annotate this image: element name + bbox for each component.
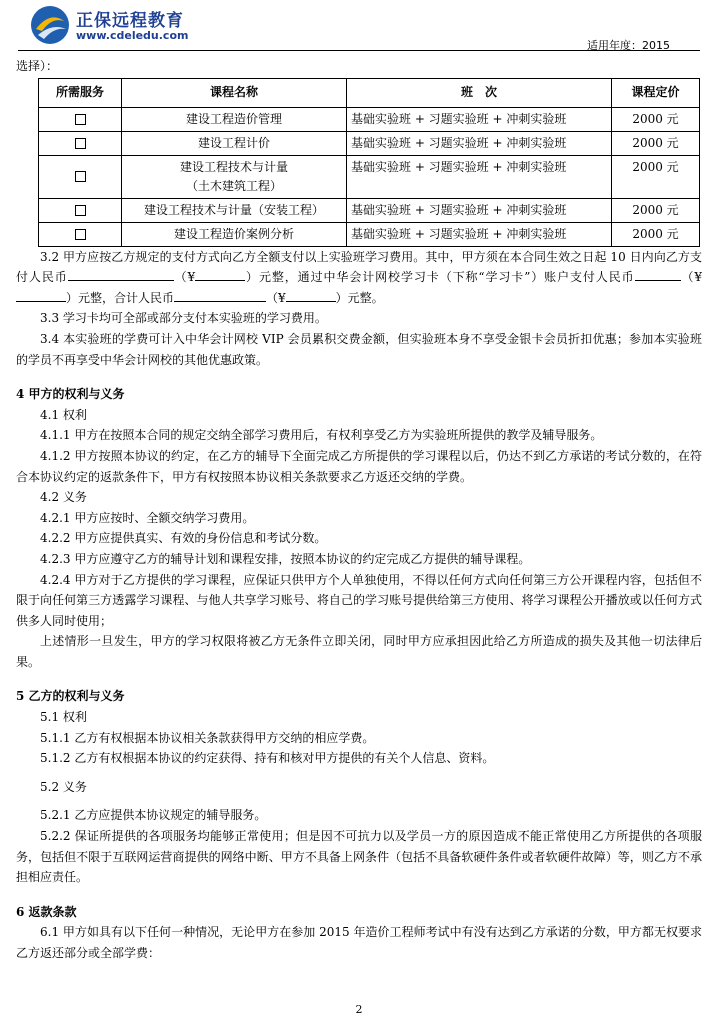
course-price: 2000 元 — [612, 107, 700, 131]
col-header-course: 课程名称 — [122, 78, 347, 107]
clause-5-1: 5.1 权利 — [40, 710, 87, 725]
amount-blank-6[interactable] — [286, 301, 336, 302]
service-checkbox[interactable] — [75, 229, 86, 240]
clause-4-2-4: 4.2.4 甲方对于乙方提供的学习课程，应保证只供甲方个人单独使用，不得以任何方式向任何第三方公开课程内容，包括但不限于向任何第三方透露学习课程、与他人共享学习账号、将自己的学习账号提供给第三方使用、将学习课程公开播放或以任何方式供多人同时使用； — [16, 572, 702, 628]
course-name: 建设工程技术与计量（安装工程） — [122, 198, 347, 222]
intro-text: 选择）： — [16, 59, 59, 73]
section-6-title: 6 返款条款 — [16, 904, 77, 919]
clause-5-2-1: 5.2.1 乙方应提供本协议规定的辅导服务。 — [40, 808, 267, 823]
section-4-title: 4 甲方的权利与义务 — [16, 387, 125, 402]
amount-blank-1[interactable] — [68, 280, 174, 281]
brand-url: www.cdeledu.com — [76, 29, 189, 42]
amount-blank-4[interactable] — [16, 301, 66, 302]
col-header-price: 课程定价 — [612, 78, 700, 107]
class-type: 基础实验班 + 习题实验班 + 冲刺实验班 — [347, 131, 612, 155]
clause-4-1: 4.1 权利 — [40, 407, 87, 422]
clause-3-4: 3.4 本实验班的学费可计入中华会计网校 VIP 会员累积交费金额，但实验班本身不享受金银卡会员折扣优惠；参加本实验班的学员不再享受中华会计网校的其他优惠政策。 — [16, 331, 702, 367]
amount-blank-3[interactable] — [635, 280, 681, 281]
clause-3-2: 3.2 甲方应按乙方规定的支付方式向乙方全额支付以上实验班学习费用。其中，甲方须在本合同生效之日起 10 日内向乙方支付人民币 （¥ ）元整，通过中华会计网校学习卡（下称“学习卡”）账户支付人民币 （¥）元整，合计人民币 （¥ ）元整。 — [16, 249, 703, 305]
clause-5-2: 5.2 义务 — [40, 779, 87, 794]
course-name: 建设工程造价管理 — [122, 107, 347, 131]
col-header-service: 所需服务 — [39, 78, 122, 107]
clause-6-1: 6.1 甲方如具有以下任何一种情况，无论甲方在参加 2015 年造价工程师考试中有没有达到乙方承诺的分数，甲方都无权要求乙方返还部分或全部学费： — [16, 925, 702, 960]
clause-4-2-1: 4.2.1 甲方应按时、全额交纳学习费用。 — [40, 510, 255, 525]
table-row — [39, 155, 700, 198]
course-price: 2000 元 — [612, 131, 700, 155]
course-name: 建设工程造价案例分析 — [122, 222, 347, 246]
table-row — [39, 198, 700, 222]
clause-5-1-2: 5.1.2 乙方有权根据本协议的约定获得、持有和核对甲方提供的有关个人信息、资料。 — [40, 751, 495, 766]
applicable-year: 适用年度：2015 — [587, 39, 670, 52]
clause-4-consequence: 上述情形一旦发生，甲方的学习权限将被乙方无条件立即关闭，同时甲方应承担因此给乙方所造成的损失及其他一切法律后果。 — [16, 634, 702, 669]
clause-3-3: 3.3 学习卡均可全部或部分支付本实验班的学习费用。 — [40, 311, 327, 326]
amount-blank-2[interactable] — [195, 280, 245, 281]
page-number: 2 — [355, 1003, 363, 1016]
class-type: 基础实验班 + 习题实验班 + 冲刺实验班 — [347, 107, 612, 131]
table-header-row — [39, 78, 700, 107]
course-name-line2: （土木建筑工程） — [185, 178, 282, 193]
class-type: 基础实验班 + 习题实验班 + 冲刺实验班 — [347, 198, 612, 222]
header-divider — [18, 50, 700, 51]
clause-4-1-1: 4.1.1 甲方在按照本合同的规定交纳全部学习费用后，有权利享受乙方为实验班所提供的教学及辅导服务。 — [40, 428, 603, 443]
document-body — [16, 56, 702, 964]
course-name — [122, 155, 347, 198]
course-price: 2000 元 — [612, 222, 700, 246]
clause-4-2-3: 4.2.3 甲方应遵守乙方的辅导计划和课程安排，按照本协议的约定完成乙方提供的辅导课程。 — [40, 551, 531, 566]
amount-blank-5[interactable] — [174, 301, 266, 302]
course-table — [38, 78, 700, 247]
col-header-class: 班 次 — [347, 78, 612, 107]
class-type: 基础实验班 + 习题实验班 + 冲刺实验班 — [347, 222, 612, 246]
table-row — [39, 131, 700, 155]
course-price: 2000 元 — [612, 198, 700, 222]
page-header — [0, 0, 718, 54]
clause-5-2-2: 5.2.2 保证所提供的各项服务均能够正常使用；但是因不可抗力以及学员一方的原因造成不能正常使用乙方所提供的各项服务，包括但不限于互联网运营商提供的网络中断、甲方不具备上网条件（包括不具备软硬件条件或者软硬件故障）等，则乙方不承担相应责任。 — [16, 829, 702, 885]
service-checkbox[interactable] — [75, 114, 86, 125]
table-row — [39, 222, 700, 246]
course-price: 2000 元 — [612, 155, 700, 198]
brand-name: 正保远程教育 — [76, 11, 184, 31]
clause-4-2-2: 4.2.2 甲方应提供真实、有效的身份信息和考试分数。 — [40, 531, 327, 546]
service-checkbox[interactable] — [75, 171, 86, 182]
clause-4-1-2: 4.1.2 甲方按照本协议的约定，在乙方的辅导下全面完成乙方所提供的学习课程以后，仍达不到乙方承诺的考试分数的，在符合本协议约定的返款条件下，甲方有权按照本协议相关条款要求乙方返还交纳的学费。 — [16, 448, 702, 484]
service-checkbox[interactable] — [75, 205, 86, 216]
course-name: 建设工程计价 — [122, 131, 347, 155]
clause-4-2: 4.2 义务 — [40, 490, 87, 505]
clause-5-1-1: 5.1.1 乙方有权根据本协议相关条款获得甲方交纳的相应学费。 — [40, 730, 375, 745]
class-type: 基础实验班 + 习题实验班 + 冲刺实验班 — [347, 155, 612, 198]
cdeledu-logo-icon — [30, 5, 70, 45]
table-row — [39, 107, 700, 131]
service-checkbox[interactable] — [75, 138, 86, 149]
section-5-title: 5 乙方的权利与义务 — [16, 689, 125, 704]
course-name-line1: 建设工程技术与计量 — [179, 159, 288, 174]
